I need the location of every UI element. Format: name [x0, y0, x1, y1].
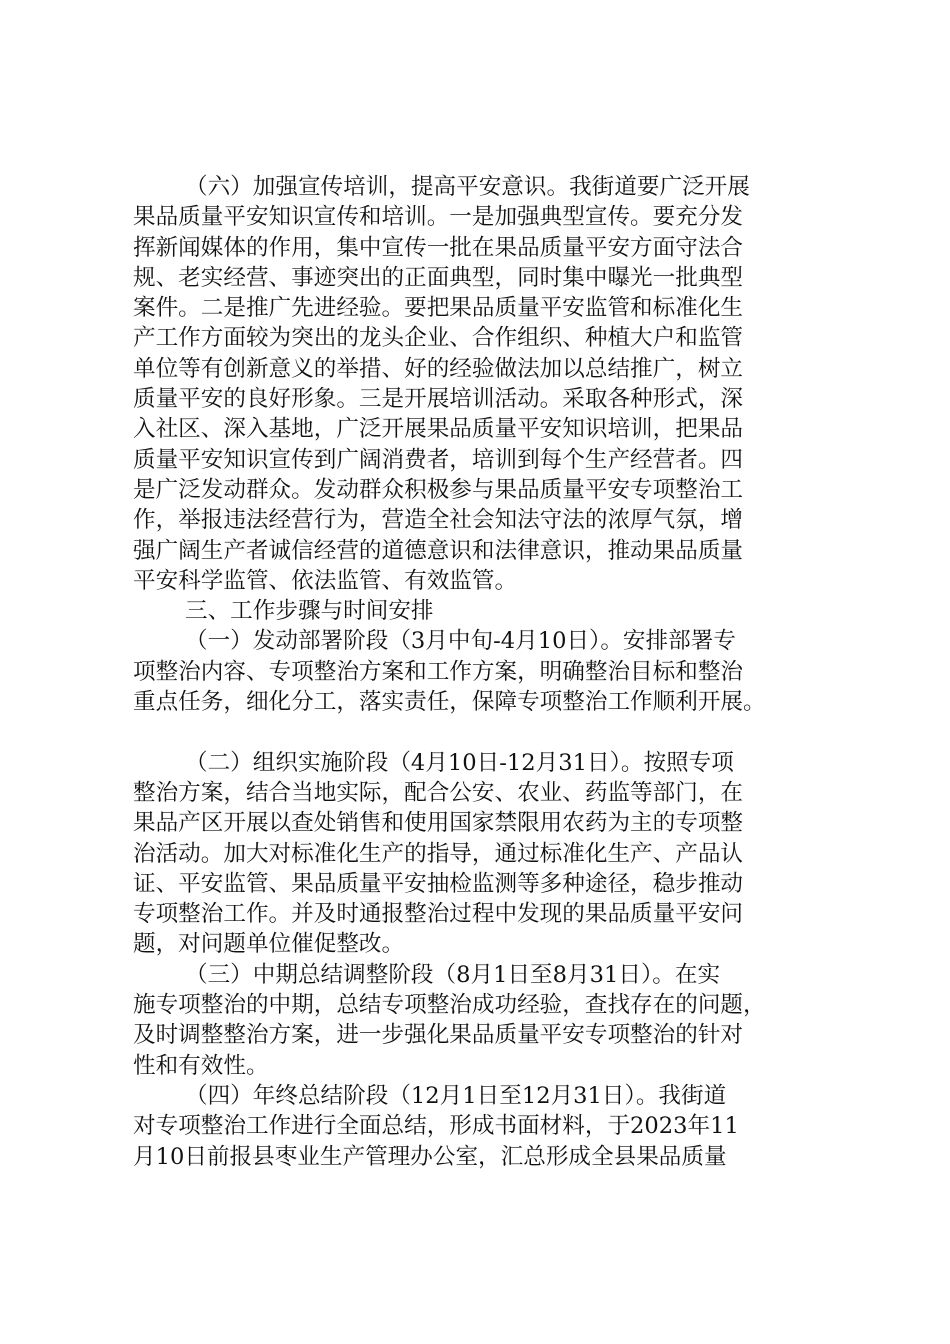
text-line: 强广阔生产者诚信经营的道德意识和法律意识，推动果品质量 [133, 537, 744, 564]
text-line: 案件。二是推广先进经验。要把果品质量平安监管和标准化生 [133, 295, 744, 322]
text-line: 月10日前报县枣业生产管理办公室，汇总形成全县果品质量 [133, 1143, 727, 1170]
text-line: 产工作方面较为突出的龙头企业、合作组织、种植大户和监管 [133, 325, 744, 352]
text-line: 规、老实经营、事迹突出的正面典型，同时集中曝光一批典型 [133, 264, 744, 291]
text-line: 果品产区开展以查处销售和使用国家禁限用农药为主的专项整 [133, 810, 744, 837]
text-line: 治活动。加大对标准化生产的指导，通过标准化生产、产品认 [133, 840, 744, 867]
text-line: 题，对问题单位催促整改。 [133, 931, 405, 958]
text-line: 施专项整治的中期，总结专项整治成功经验，查找存在的问题， [133, 992, 766, 1019]
text-line: 单位等有创新意义的举措、好的经验做法加以总结推广，树立 [133, 355, 744, 382]
text-line: 质量平安知识宣传到广阔消费者，培训到每个生产经营者。四 [133, 446, 744, 473]
paragraph-spacer [133, 717, 823, 747]
text-line: 对专项整治工作进行全面总结，形成书面材料，于2023年11 [133, 1113, 739, 1140]
paragraph-phase-3 [133, 960, 823, 1081]
text-line: 质量平安的良好形象。三是开展培训活动。采取各种形式，深 [133, 386, 744, 413]
section-heading-3 [133, 596, 823, 626]
text-line: 挥新闻媒体的作用，集中宣传一批在果品质量平安方面守法合 [133, 234, 744, 261]
text-line: （六）加强宣传培训，提高平安意识。我街道要广泛开展 [185, 174, 750, 200]
text-line: 入社区、深入基地，广泛开展果品质量平安知识培训，把果品 [133, 416, 744, 443]
text-line: （一）发动部署阶段（3月中旬-4月10日）。安排部署专 [185, 628, 736, 655]
text-line: （三）中期总结调整阶段（8月1日至8月31日）。在实 [185, 961, 721, 988]
text-line: （四）年终总结阶段（12月1日至12月31日）。我街道 [185, 1082, 727, 1109]
text-line: 整治方案，结合当地实际，配合公安、农业、药监等部门，在 [133, 779, 744, 806]
paragraph-phase-4 [133, 1081, 823, 1172]
text-line: （二）组织实施阶段（4月10日-12月31日）。按照专项 [185, 749, 734, 776]
paragraph-phase-1 [133, 626, 823, 717]
text-line: 平安科学监管、依法监管、有效监管。 [133, 567, 518, 594]
text-line: 专项整治工作。并及时通报整治过程中发现的果品质量平安问 [133, 901, 744, 928]
document-body [133, 172, 823, 1172]
text-line: 项整治内容、专项整治方案和工作方案，明确整治目标和整治 [133, 658, 744, 685]
text-line: 性和有效性。 [133, 1052, 269, 1079]
text-line: 作，举报违法经营行为，营造全社会知法守法的浓厚气氛，增 [133, 507, 744, 534]
text-line: 证、平安监管、果品质量平安抽检监测等多种途径，稳步推动 [133, 870, 744, 897]
text-line: 重点任务，细化分工，落实责任，保障专项整治工作顺利开展。 [133, 689, 766, 716]
heading-text: 三、工作步骤与时间安排 [185, 598, 434, 625]
text-line: 及时调整整治方案，进一步强化果品质量平安专项整治的针对 [133, 1022, 744, 1049]
text-line: 是广泛发动群众。发动群众积极参与果品质量平安专项整治工 [133, 476, 744, 503]
paragraph-phase-2 [133, 748, 823, 960]
paragraph-section-six [133, 172, 823, 596]
text-line: 果品质量平安知识宣传和培训。一是加强典型宣传。要充分发 [133, 204, 744, 231]
